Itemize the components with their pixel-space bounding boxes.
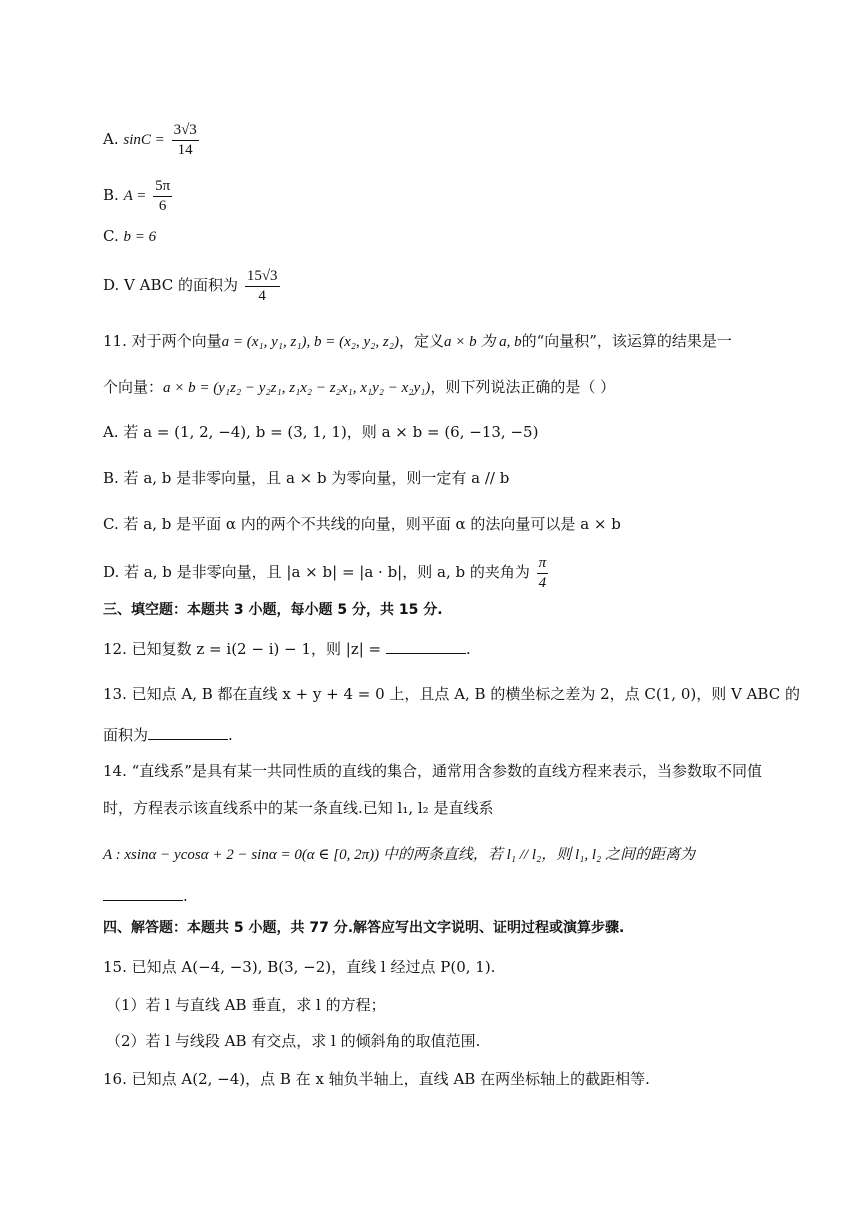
- fraction-denominator: 14: [177, 141, 193, 158]
- question-text: .: [465, 640, 471, 658]
- option-text: A. 若 a = (1, 2, −4), b = (3, 1, 1)，则 a × b = (6, −13, −5): [103, 423, 539, 441]
- math-lhs: sinC =: [123, 132, 165, 148]
- fraction-numerator: 15√3: [245, 268, 280, 287]
- question-15-part-2: [106, 1034, 480, 1049]
- option-a-q11: [103, 425, 538, 440]
- question-text: 15. 已知点 A(−4, −3), B(3, −2)，直线 l 经过点 P(0, 1).: [103, 958, 496, 976]
- section-heading-solutions: 四、解答题：本题共 5 小题，共 77 分.解答应写出文字说明、证明过程或演算步骤.: [103, 920, 625, 936]
- fraction: [153, 178, 172, 214]
- answer-blank: [103, 899, 183, 901]
- question-14-line-4: [103, 889, 188, 904]
- option-label: B.: [103, 186, 119, 204]
- question-text: 个向量：: [103, 378, 164, 396]
- option-a-q10: [103, 122, 201, 158]
- math-formula: a × b = (y₁z₂ − y₂z₁, z₁x₂ − z₂x₁, x₁y₂ − x₂y₁): [163, 380, 431, 396]
- question-text: 13. 已知点 A, B 都在直线 x + y + 4 = 0 上，且点 A, B 的横坐标之差为 2，点 C(1, 0)，则 V ABC 的: [103, 685, 800, 703]
- question-text: 16. 已知点 A(2, −4)，点 B 在 x 轴负半轴上，直线 AB 在两坐标轴上的截距相等.: [103, 1070, 650, 1088]
- option-text: C. 若 a, b 是平面 α 内的两个不共线的向量，则平面 α 的法向量可以是 a × b: [103, 515, 621, 533]
- fraction-numerator: 5π: [153, 178, 172, 197]
- option-text: B. 若 a, b 是非零向量，且 a × b 为零向量，则一定有 a // b: [103, 469, 510, 487]
- question-text: 的“向量积”，该运算的结果是一: [521, 332, 732, 350]
- answer-blank: [386, 652, 466, 654]
- fraction: [172, 122, 199, 158]
- question-text: （2）若 l 与线段 AB 有交点，求 l 的倾斜角的取值范围.: [106, 1032, 481, 1050]
- fraction-numerator: π: [537, 555, 549, 574]
- fraction-denominator: 4: [258, 287, 266, 304]
- option-b-q10: [103, 178, 174, 214]
- question-15-line-1: [103, 960, 495, 975]
- question-text: 12. 已知复数 z = i(2 − i) − 1，则 |z| =: [103, 640, 382, 658]
- math-formula: A : xsinα − ycosα + 2 − sinα = 0(α ∈ [0, 2π)) 中的两条直线，若 l₁ // l₂，则 l₁, l₂ 之间的距离为: [103, 847, 695, 863]
- option-label: A.: [103, 130, 119, 148]
- fraction: [537, 555, 549, 591]
- fraction-numerator: 3√3: [172, 122, 199, 141]
- question-13-line-2: [103, 728, 233, 743]
- question-12: [103, 642, 471, 657]
- answer-blank: [148, 738, 228, 740]
- section-heading-fill-in: 三、填空题：本题共 3 小题，每小题 5 分，共 15 分.: [103, 602, 443, 618]
- question-11-line-1: [103, 334, 732, 350]
- question-text: ，定义: [398, 332, 444, 350]
- option-label: C.: [103, 227, 119, 245]
- option-d-q10: [103, 268, 282, 304]
- question-14-line-1: [103, 764, 762, 779]
- question-15-part-1: [106, 998, 386, 1013]
- question-14-line-3: [103, 847, 695, 863]
- fraction-denominator: 4: [538, 574, 547, 591]
- math-vectors: a = (x₁, y₁, z₁), b = (x₂, y₂, z₂): [221, 334, 399, 350]
- question-text: 时，方程表示该直线系中的某一条直线.已知 l₁, l₂ 是直线系: [103, 799, 494, 817]
- question-14-line-2: [103, 801, 493, 816]
- math-text: b = 6: [123, 229, 157, 245]
- option-c-q10: [103, 229, 156, 245]
- question-text: 11. 对于两个向量: [103, 332, 222, 350]
- option-b-q11: [103, 471, 509, 486]
- option-text: V ABC 的面积为: [124, 276, 239, 294]
- option-c-q11: [103, 517, 621, 532]
- question-text: ，则下列说法正确的是（ ）: [430, 378, 616, 396]
- question-text: 14. “直线系”是具有某一共同性质的直线的集合，通常用含参数的直线方程来表示，当参数取不同值: [103, 762, 762, 780]
- fraction: [245, 268, 280, 304]
- option-d-q11: [103, 555, 550, 591]
- question-text: .: [228, 726, 233, 744]
- option-text: D. 若 a, b 是非零向量，且 |a × b| = |a · b|，则 a, b 的夹角为: [103, 563, 530, 581]
- question-13-line-1: [103, 687, 800, 702]
- question-text: （1）若 l 与直线 AB 垂直，求 l 的方程；: [106, 996, 386, 1014]
- question-text: 面积为: [103, 726, 149, 744]
- question-11-line-2: [103, 380, 615, 396]
- fraction-denominator: 6: [158, 197, 167, 214]
- math-definition: a × b 为 a, b: [443, 334, 522, 350]
- question-text: .: [183, 887, 188, 905]
- question-16-line-1: [103, 1072, 650, 1087]
- option-label: D.: [103, 276, 120, 294]
- math-lhs: A =: [123, 188, 147, 204]
